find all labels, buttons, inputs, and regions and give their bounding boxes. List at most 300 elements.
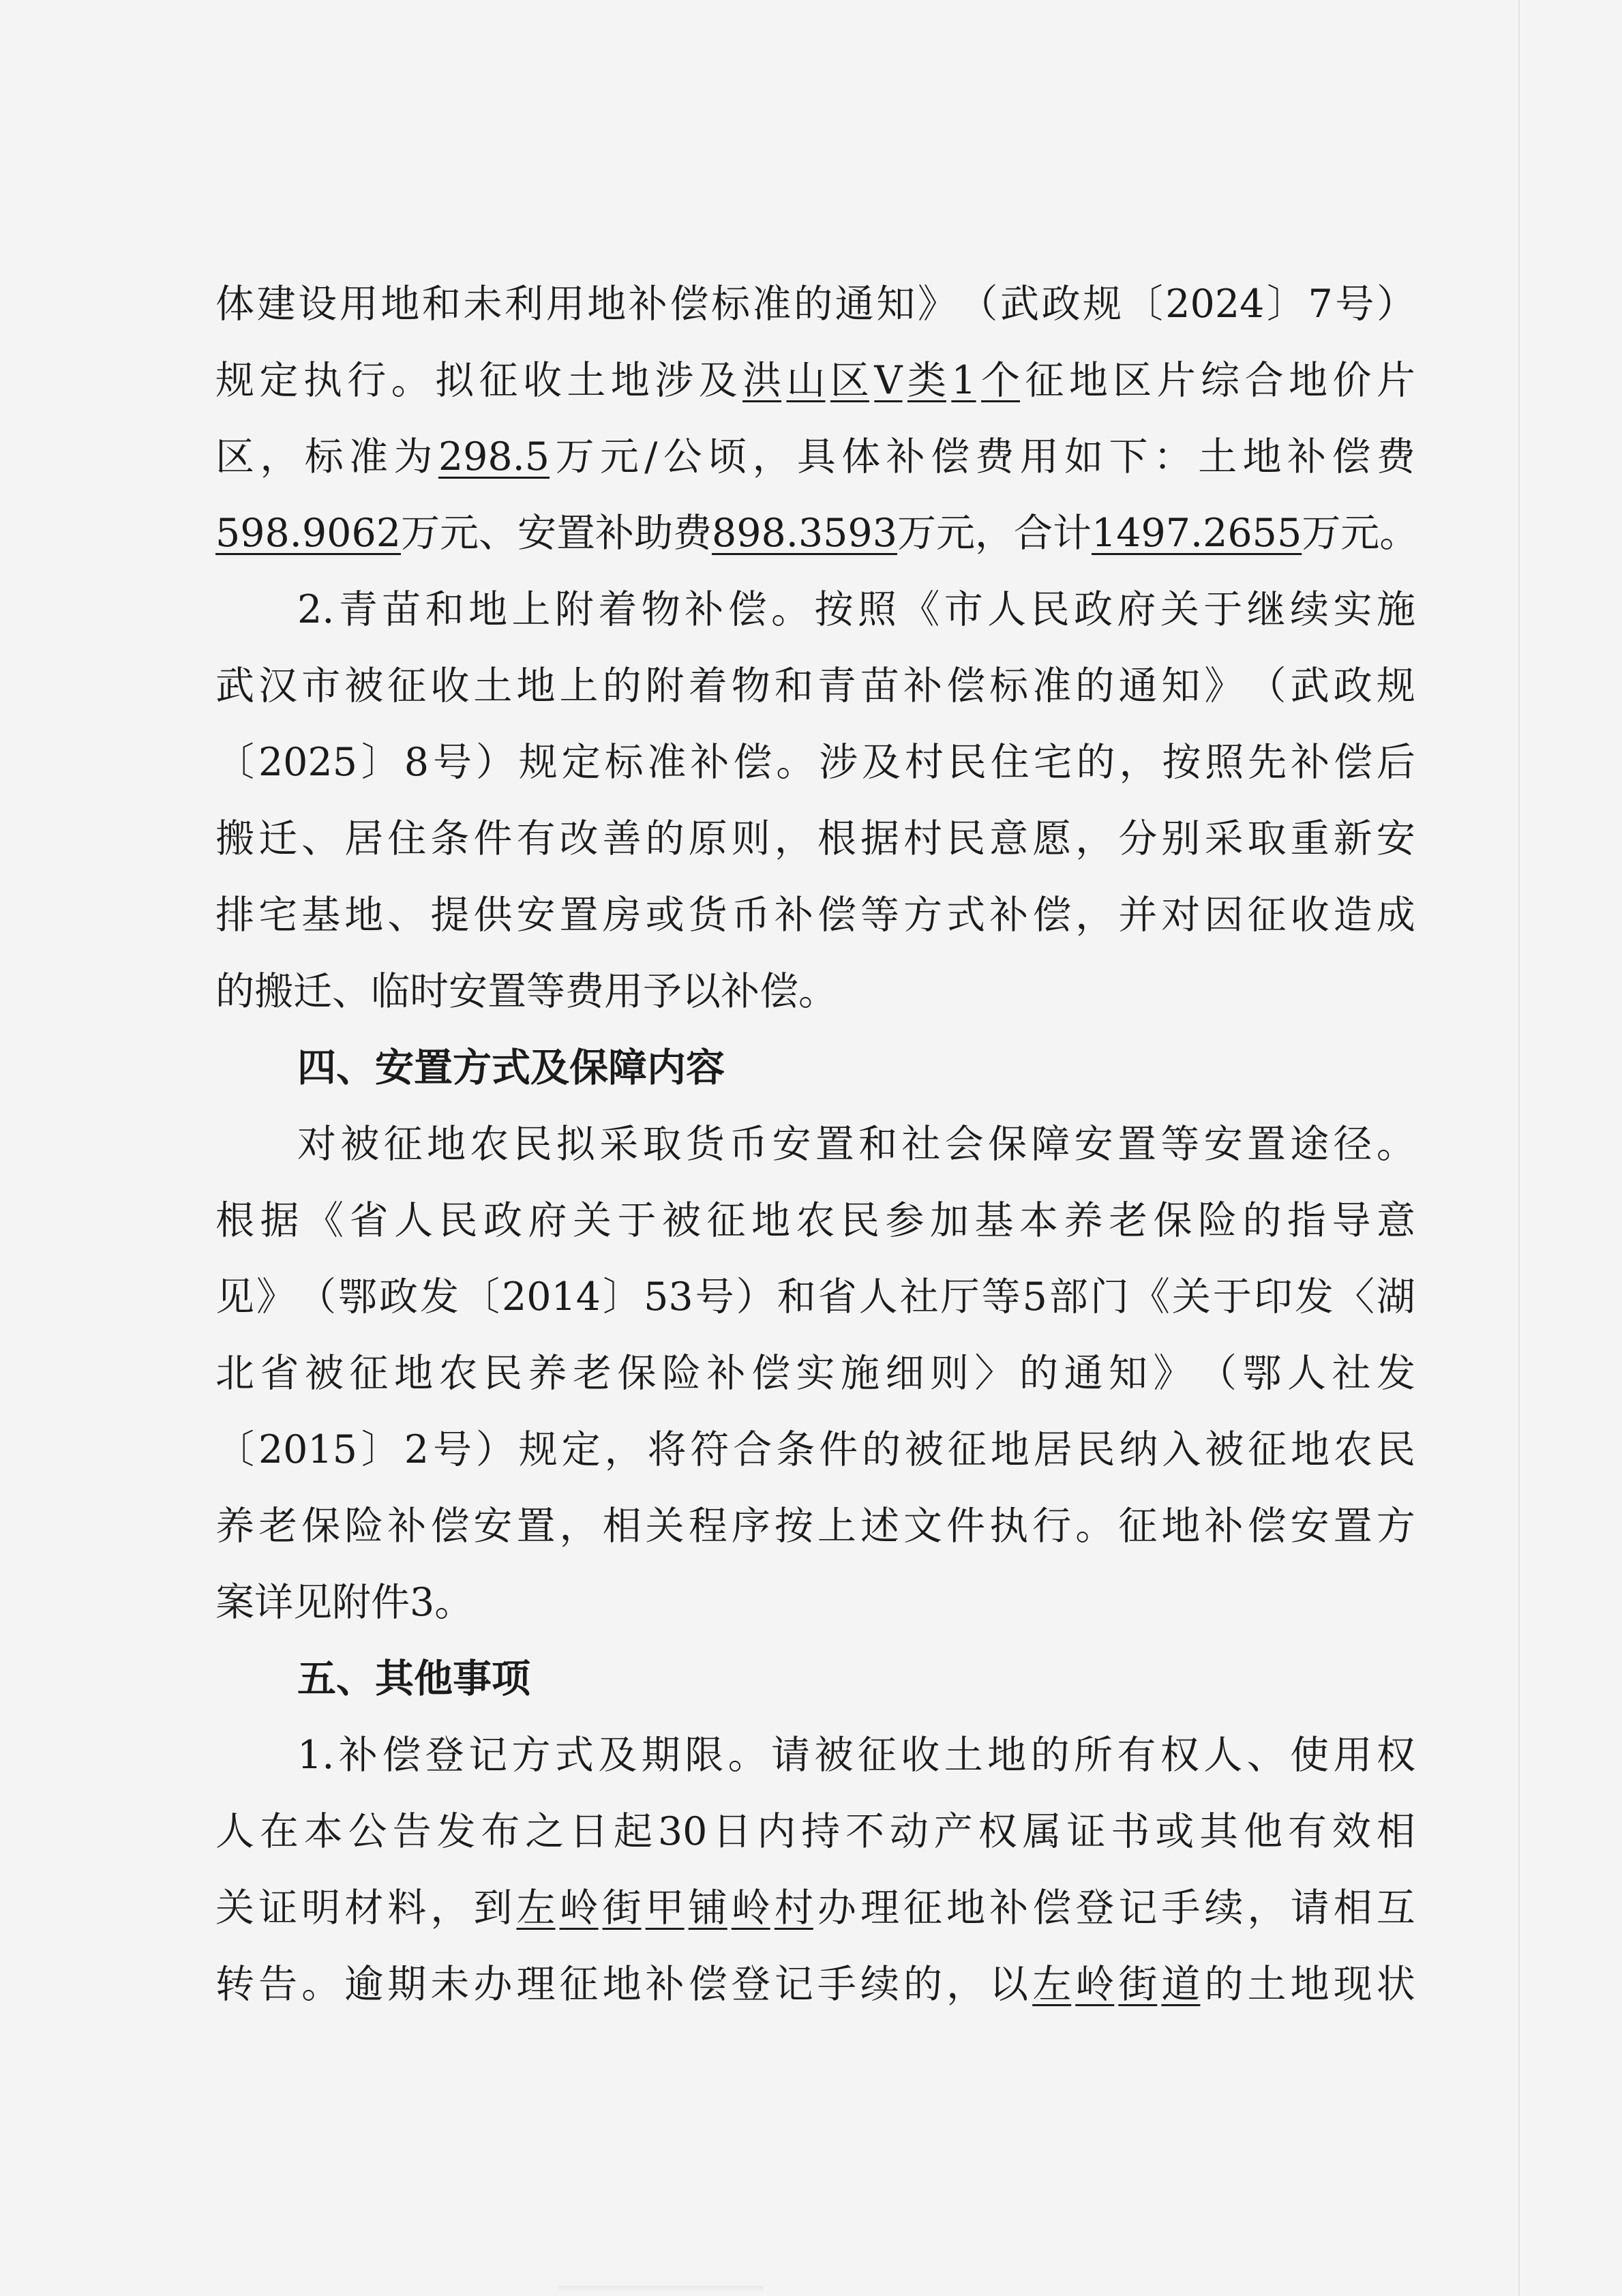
text-char: 理 [516,1962,556,2007]
text-char: 万 [555,434,595,479]
text-char: 、 [1246,1733,1286,1778]
text-char: 征 [1118,1504,1158,1549]
underlined-text: 类 [907,358,946,403]
text-char: 。 [727,1733,767,1778]
text-char: ， [1119,740,1158,785]
text-char: 告 [258,1962,298,2007]
text-char: 体 [215,282,254,327]
text-segment: 案详见附件3。 [215,1580,474,1625]
text-char: 到 [473,1885,513,1930]
text-char: 继 [1246,587,1286,632]
text-char: 执 [303,358,342,403]
text-char: 地 [610,358,650,403]
text-char: 有 [516,816,556,861]
text-char: 请 [1290,1885,1330,1930]
text-char: 用 [545,282,585,327]
text-char: 门 [1090,1274,1129,1320]
text-char: 征 [706,1198,746,1243]
text-char: 的 [903,1962,942,2007]
text-char: 险 [1198,1198,1237,1243]
text-char: 收 [1290,893,1330,938]
text-char: 于 [1203,587,1243,632]
text-char: 省 [349,1198,389,1243]
text-char: 2014 [502,1274,601,1320]
underlined-text: Ⅴ [874,358,903,403]
text-char: 地 [1161,1504,1201,1549]
text-char: 为 [393,434,433,479]
text-char: 规 [1083,282,1122,327]
text-char: 关 [1160,587,1199,632]
text-line [215,724,1415,801]
text-char: 补 [903,664,942,709]
text-char: 偿 [688,1962,727,2007]
text-char: 因 [1204,893,1244,938]
text-char: 53 [644,1274,693,1320]
text-char: 的 [1019,1351,1058,1396]
text-char: 上 [817,1504,856,1549]
text-char: 社 [1332,1351,1371,1396]
text-char: 后 [1376,740,1415,785]
text-char: 上 [511,587,551,632]
text-char: 价 [1332,358,1372,403]
text-char: 则 [731,816,770,861]
text-char: 登 [1075,1885,1115,1930]
text-line [215,419,1415,495]
text-char: 偿 [670,282,709,327]
text-char: 转 [215,1962,254,2007]
text-char: 和 [858,1122,898,1167]
text-char: 他 [1244,1809,1283,1854]
text-char: 市 [944,587,983,632]
text-char: 设 [298,282,337,327]
text-char: 偿 [751,1351,790,1396]
text-char: 被 [904,1427,944,1472]
text-char: 费 [975,434,1015,479]
text-char: 的 [794,282,833,327]
text-char: 政 [379,1274,418,1320]
text-char: 政 [1333,664,1372,709]
text-char: 〕 [361,740,400,785]
text-char: 根 [215,1198,254,1243]
text-char: 明 [301,1885,341,1930]
text-char: 人 [1203,1733,1243,1778]
text-char: 采 [1204,816,1244,861]
text-char: 厅 [940,1274,980,1320]
text-char: 人 [215,1809,254,1854]
section-heading [215,1641,1415,1717]
text-char: 于 [1212,1274,1252,1320]
text-char: 市 [301,664,341,709]
text-char: 证 [258,1885,298,1930]
text-char: 民 [1076,1427,1115,1472]
text-char: 互 [1376,1885,1415,1930]
text-char: 〈 [1335,1274,1375,1320]
text-char: 保 [1153,1198,1192,1243]
text-char: 偿 [1333,740,1372,785]
text-char: 费 [1376,434,1415,479]
text-char: 偿 [727,587,767,632]
text-char: 供 [473,893,513,938]
text-char: 标 [604,740,644,785]
text-char: 征 [903,1885,942,1930]
text-char: 补 [628,282,667,327]
text-char: 细 [885,1351,925,1396]
text-char: 住 [387,816,427,861]
underlined-text: 598.9062 [215,511,401,556]
text-char: 补 [338,1733,378,1778]
text-char: ， [430,1885,470,1930]
text-char: 偿 [1032,893,1072,938]
underlined-text: 街 [602,1885,642,1930]
text-char: 》 [1204,664,1244,709]
text-char: 在 [259,1809,299,1854]
text-char: 排 [215,893,254,938]
text-char: 原 [688,816,727,861]
text-char: 收 [430,664,470,709]
text-char: 补 [989,893,1029,938]
text-char: ， [774,816,813,861]
text-char: 省 [260,1351,299,1396]
text-char: 2. [297,587,335,632]
text-char: 鄂 [338,1274,377,1320]
text-char: 片 [1156,358,1196,403]
text-char: 权 [1160,1733,1199,1778]
text-char: 办 [817,1885,856,1930]
text-char: 农 [470,1122,509,1167]
text-segment: 四、安置方式及保障内容 [297,1045,725,1090]
text-char: 用 [1019,434,1059,479]
text-char: 及 [598,1733,637,1778]
text-char: 实 [796,1351,835,1396]
text-char: / [644,434,658,479]
text-char: 助 [633,511,673,556]
text-char: 如 [1064,434,1104,479]
text-char: 涉 [655,358,694,403]
text-char: 北 [215,1351,254,1396]
text-char: 发 [436,1809,476,1854]
text-char: 征 [1248,1427,1287,1472]
text-char: 状 [1376,1962,1415,2007]
text-char: 社 [899,1274,939,1320]
text-char: ， [1075,816,1115,861]
text-char: 方 [511,1733,551,1778]
text-char: 政 [1073,587,1113,632]
text-char: 施 [1376,587,1415,632]
underlined-text: 岭 [1075,1962,1115,2007]
text-char: 件 [946,1504,986,1549]
text-char: 收 [522,358,562,403]
section-heading [215,1030,1415,1106]
text-char: 或 [645,893,685,938]
text-char: 地 [587,282,627,327]
text-char: 相 [1333,1885,1372,1930]
text-char: ， [1075,893,1115,938]
text-char: 新 [1333,816,1372,861]
text-char: 关 [1171,1274,1211,1320]
text-char: 偿 [733,740,772,785]
text-char: 文 [903,1504,942,1549]
text-char: 地 [516,664,556,709]
text-char: 补 [387,1504,427,1549]
text-char: 计 [1052,511,1092,556]
text-char: 土 [473,664,513,709]
text-char: 按 [814,587,854,632]
text-char: 材 [344,1885,384,1930]
text-char: 安 [473,1504,513,1549]
text-char: 现 [1333,1962,1372,2007]
text-char: 式 [946,893,986,938]
text-line [215,571,1415,648]
text-char: 民 [947,740,987,785]
text-char: 〔 [1124,282,1163,327]
text-char: 2025 [258,740,357,785]
text-char: 述 [860,1504,899,1549]
text-char: ， [946,1962,986,2007]
text-char: 人 [394,1198,433,1243]
text-char: 人 [1287,1351,1326,1396]
text-char: 对 [297,1122,336,1167]
underlined-text: 岭 [731,1885,770,1930]
text-char: 知 [1161,664,1201,709]
text-char: 号 [1335,282,1375,327]
text-char: 元 [1340,511,1380,556]
text-char: 关 [645,1504,685,1549]
text-char: ） [1376,282,1415,327]
page-edge-line [1518,0,1520,2296]
text-char: 方 [903,893,942,938]
text-char: 。 [1376,1122,1415,1167]
text-char: 安 [517,511,556,556]
text-char: 方 [1376,1504,1415,1549]
text-char: 征 [387,664,427,709]
underlined-text: 898.3593 [711,511,897,556]
text-char: 币 [729,1122,768,1167]
text-char: 政 [1041,282,1081,327]
text-char: 公 [348,1809,387,1854]
text-char: 汉 [258,664,298,709]
text-char: 之 [525,1809,565,1854]
text-char: 证 [1066,1809,1106,1854]
text-char: 片 [1376,358,1415,403]
text-char: 地 [602,1962,642,2007]
text-char: 7 [1308,282,1333,327]
text-char: 执 [989,1504,1029,1549]
text-char: 通 [1118,664,1158,709]
text-char: 、 [301,816,341,861]
text-char: 土 [567,358,606,403]
text-char: 和 [774,664,813,709]
text-char: 《 [305,1198,344,1243]
text-char: 期 [641,1733,680,1778]
text-char: 以 [989,1962,1029,2007]
text-char: 内 [757,1809,796,1854]
text-char: 。 [301,1962,341,2007]
text-char: 民 [1030,587,1070,632]
text-char: 规 [518,740,558,785]
text-char: 补 [1291,740,1330,785]
text-char: 途 [1290,1122,1330,1167]
text-char: 地 [987,1733,1027,1778]
text-char: 办 [473,1962,513,2007]
text-char: 征 [479,358,518,403]
text-char: 号 [432,740,472,785]
text-char: 分 [1118,816,1158,861]
text-char: 并 [1118,893,1158,938]
text-char: 采 [599,1122,639,1167]
text-char: 置 [516,1504,556,1549]
text-char: 符 [690,1427,730,1472]
text-char: 民 [513,1122,552,1167]
text-line [215,1488,1415,1564]
text-char: 安 [772,1122,811,1167]
text-char: 政 [483,1198,522,1243]
text-char: 日 [712,1809,752,1854]
text-char: 地 [1290,1962,1330,2007]
text-char: 的 [1075,664,1115,709]
text-char: 本 [1019,1198,1058,1243]
text-char: 及 [698,358,738,403]
text-char: 苗 [860,664,899,709]
underlined-text: 山 [786,358,826,403]
text-char: 土 [944,1733,983,1778]
text-char: 武 [1290,664,1330,709]
text-char: 不 [845,1809,884,1854]
text-char: 用 [1333,1733,1372,1778]
text-char: 险 [344,1504,384,1549]
text-char: 武 [215,664,254,709]
text-char: 〔 [215,1427,254,1472]
text-char: 征 [857,1733,897,1778]
text-char: ， [604,1427,644,1472]
text-char: 对 [1161,893,1201,938]
text-char: 别 [1161,816,1201,861]
text-char: 民 [841,1198,880,1243]
text-char: 货 [688,893,727,938]
text-char: 费 [672,511,712,556]
text-char: 置 [1117,1122,1156,1167]
text-char: 基 [301,893,341,938]
text-char: 部 [1049,1274,1088,1320]
underlined-text: 道 [1161,1962,1201,2007]
text-char: 征 [559,1962,599,2007]
text-char: 合 [1244,358,1284,403]
text-char: 规 [518,1427,558,1472]
text-char: 定 [561,740,601,785]
text-char: ， [559,1504,599,1549]
text-char: 条 [430,816,470,861]
underlined-text: 区 [830,358,869,403]
text-char: 造 [1333,893,1372,938]
text-char: 偿 [946,664,986,709]
text-char: 府 [528,1198,567,1243]
text-char: 被 [340,1122,380,1167]
text-char: 取 [642,1122,682,1167]
text-char: 农 [1333,1427,1372,1472]
text-char: 所 [1073,1733,1113,1778]
text-char: 附 [645,664,685,709]
text-char: 指 [1287,1198,1326,1243]
text-char: 苗 [382,587,421,632]
text-char: 地 [751,1198,790,1243]
text-char: 附 [554,587,594,632]
text-char: 续 [860,1962,899,2007]
text-char: 。 [1379,511,1419,556]
text-line [215,495,1419,571]
text-char: 补 [1204,1504,1244,1549]
text-char: 被 [662,1198,701,1243]
text-char: 地 [946,1885,986,1930]
text-char: 持 [801,1809,841,1854]
text-char: 建 [256,282,296,327]
text-char: 和 [777,1274,816,1320]
text-char: 标 [989,664,1029,709]
text-char: 续 [1204,1885,1244,1930]
text-char: ） [475,740,515,785]
text-char: 地 [468,587,508,632]
text-char: 万 [400,511,440,556]
text-char: 涉 [819,740,858,785]
text-line [215,1335,1415,1412]
text-char: 保 [988,1122,1027,1167]
text-char: 及 [862,740,901,785]
text-char: 规 [1376,664,1415,709]
text-char: 土 [1247,1962,1287,2007]
text-char: 偿 [1332,434,1371,479]
text-char: 照 [857,587,897,632]
text-char: 于 [617,1198,657,1243]
text-char: 宅 [1033,740,1072,785]
text-char: 成 [1376,893,1415,938]
text-char: 置 [556,511,595,556]
text-char: 人 [987,587,1027,632]
text-char: 青 [338,587,378,632]
text-char: 万 [897,511,936,556]
text-char: 的 [602,664,642,709]
text-char: 8 [404,740,430,785]
text-char: 被 [305,1351,344,1396]
text-segment: 五、其他事项 [297,1656,530,1701]
text-char: 记 [774,1962,813,2007]
text-char: 体 [841,434,881,479]
text-char: 意 [1377,1198,1415,1243]
text-char: 农 [438,1351,478,1396]
text-char: 顷 [708,434,747,479]
text-char: 有 [1117,1733,1156,1778]
text-char: 补 [774,893,813,938]
text-line [215,1412,1415,1488]
text-char: 权 [978,1809,1017,1854]
text-char: 照 [1205,740,1244,785]
text-char: 区 [1113,358,1152,403]
text-char: 的 [1030,1733,1070,1778]
text-char: 手 [1161,1885,1201,1930]
text-char: 行 [347,358,387,403]
text-char: 养 [528,1351,567,1396]
text-line [215,1717,1415,1793]
text-char: 〕 [361,1427,400,1472]
text-char: 标 [304,434,344,479]
text-char: 《 [901,587,940,632]
text-char: （ [1247,664,1287,709]
text-char: 规 [215,358,254,403]
text-char: 综 [1201,358,1240,403]
text-char: 记 [1118,1885,1158,1930]
underlined-text: 298.5 [438,434,550,479]
text-char: 民 [483,1351,522,1396]
text-char: 补 [645,1962,685,2007]
text-char: 保 [301,1504,341,1549]
text-char: 拟 [556,1122,595,1167]
